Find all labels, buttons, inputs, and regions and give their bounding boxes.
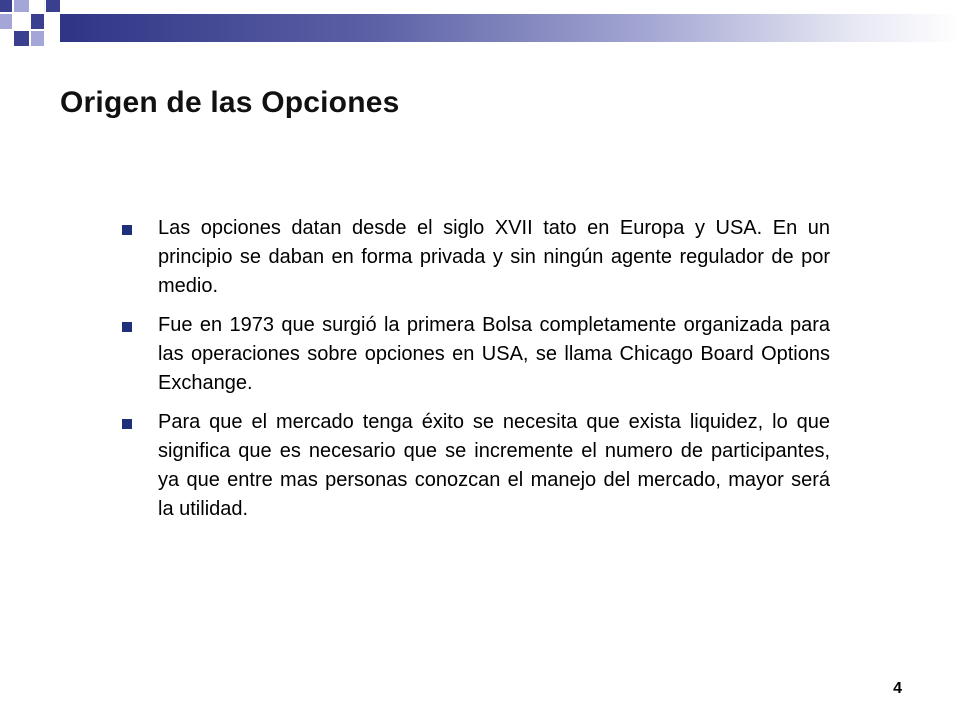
decorative-square (14, 31, 29, 46)
decorative-square (0, 0, 12, 12)
decorative-square (46, 0, 60, 12)
bullet-list (122, 214, 830, 534)
bullet-item (122, 408, 830, 524)
bullet-item (122, 311, 830, 398)
decorative-square (46, 14, 60, 29)
decorative-square (14, 0, 29, 12)
square-bullet-icon (122, 419, 132, 429)
bullet-item (122, 214, 830, 301)
decorative-square (14, 14, 29, 29)
bullet-text: Fue en 1973 que surgió la primera Bolsa completamente organizada para las operaciones sobre opciones en USA, se llama Chicago Board Options Exchange. (158, 314, 830, 394)
square-bullet-icon (122, 322, 132, 332)
bullet-text: Para que el mercado tenga éxito se necesita que exista liquidez, lo que significa que es necesario que se incremente el numero de participantes, ya que entre mas personas conozcan el manejo del mercado, mayor será la utilidad. (158, 411, 830, 520)
decorative-square (31, 31, 44, 46)
decorative-square (31, 0, 45, 13)
square-bullet-icon (122, 225, 132, 235)
header-gradient-bar (60, 14, 960, 42)
slide-title: Origen de las Opciones (60, 86, 400, 119)
decorative-square (31, 14, 44, 29)
decorative-square (0, 14, 12, 29)
page-number: 4 (893, 680, 902, 697)
bullet-text: Las opciones datan desde el siglo XVII tato en Europa y USA. En un principio se daban en forma privada y sin ningún agente regulador de por medio. (158, 217, 830, 297)
